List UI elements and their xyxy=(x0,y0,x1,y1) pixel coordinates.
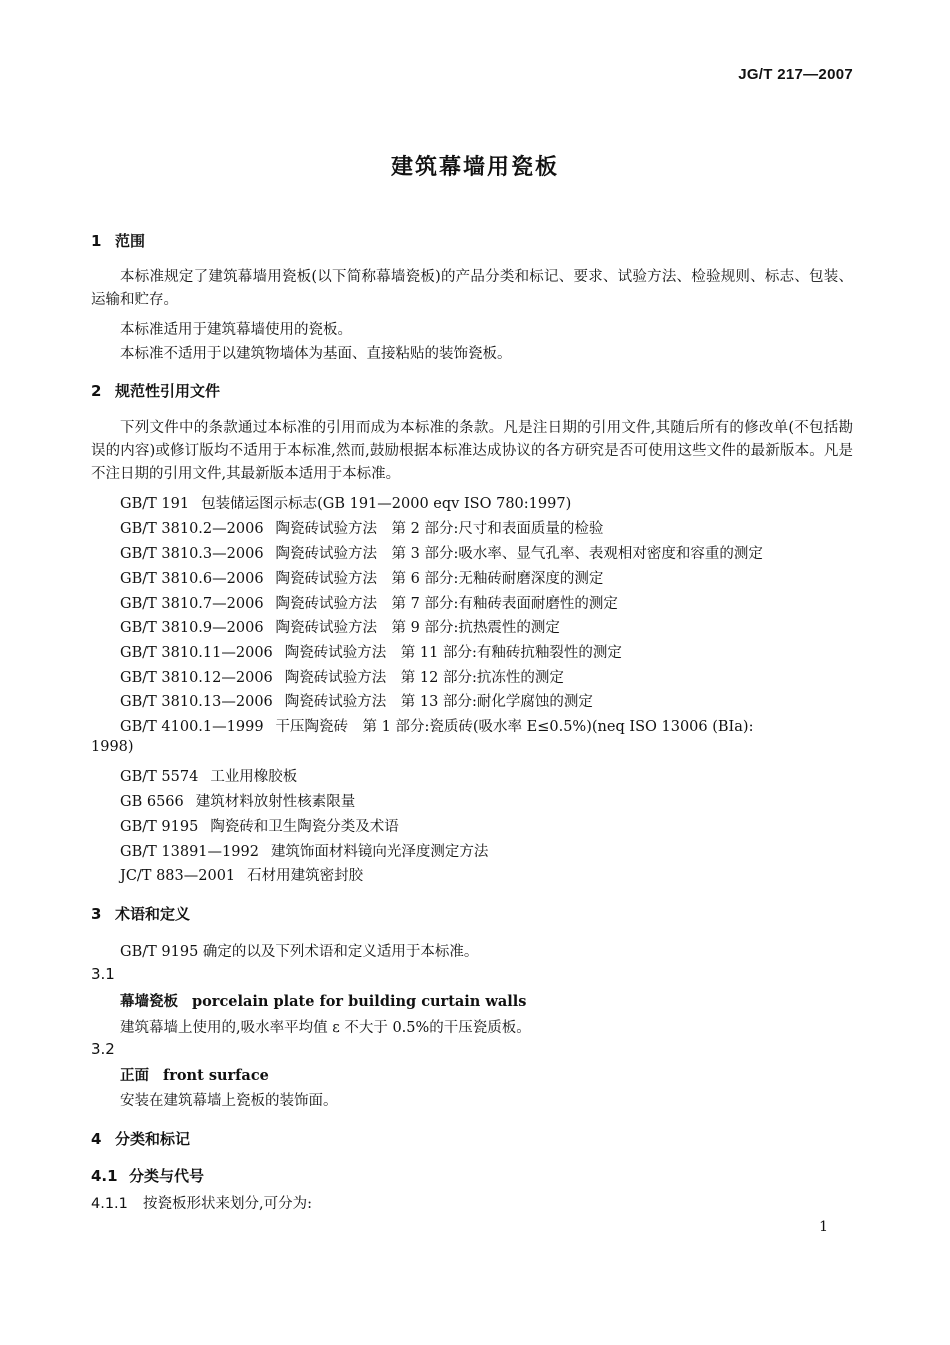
reference-code: GB/T 3810.9—2006 xyxy=(120,620,264,636)
subsection-number: 4.1 xyxy=(91,1167,118,1185)
section-4-heading xyxy=(91,1128,190,1149)
section-title: 分类和标记 xyxy=(115,1130,191,1148)
subsection-4-1-heading xyxy=(91,1165,204,1186)
reference-title: 陶瓷砖试验方法 第 2 部分:尺寸和表面质量的检验 xyxy=(275,521,604,537)
term-1-number: 3.1 xyxy=(91,965,115,983)
reference-item xyxy=(120,815,399,836)
subsection-text: 按瓷板形状来划分,可分为: xyxy=(143,1196,312,1212)
section-3-intro: GB/T 9195 确定的以及下列术语和定义适用于本标准。 xyxy=(120,944,479,960)
section-2-heading xyxy=(91,380,220,401)
page-number: 1 xyxy=(819,1219,828,1235)
term-en: front surface xyxy=(163,1067,269,1084)
reference-code: GB/T 3810.7—2006 xyxy=(120,596,264,612)
reference-title: 陶瓷砖试验方法 第 13 部分:耐化学腐蚀的测定 xyxy=(284,694,593,710)
reference-item xyxy=(120,690,593,711)
section-2-intro: 下列文件中的条款通过本标准的引用而成为本标准的条款。凡是注日期的引用文件,其随后所有的修改单(不包括勘误的内容)或修订版均不适用于本标准,然而,鼓励根据本标准达成协议的各方研究是否可使用这些文件的最新版本。凡是不注日期的引用文件,其最新版本适用于本标准。 xyxy=(91,420,853,482)
section-1-paragraph-1: 本标准规定了建筑幕墙用瓷板(以下简称幕墙瓷板)的产品分类和标记、要求、试验方法、检验规则、标志、包装、运输和贮存。 xyxy=(91,269,853,308)
reference-title: 包装储运图示标志(GB 191—2000 eqv ISO 780:1997) xyxy=(201,496,572,512)
section-title: 范围 xyxy=(115,232,146,250)
term-zh: 幕墙瓷板 xyxy=(120,994,178,1010)
section-number: 1 xyxy=(91,232,102,250)
reference-title: 建筑饰面材料镜向光泽度测定方法 xyxy=(270,844,489,860)
reference-code: GB/T 4100.1—1999 xyxy=(120,719,264,735)
reference-code: GB/T 3810.12—2006 xyxy=(120,670,273,686)
reference-title: 陶瓷砖试验方法 第 7 部分:有釉砖表面耐磨性的测定 xyxy=(275,596,618,612)
reference-item xyxy=(120,765,297,786)
term-zh: 正面 xyxy=(120,1068,149,1084)
reference-item xyxy=(120,567,603,588)
subsection-title: 分类与代号 xyxy=(129,1167,205,1185)
section-number: 4 xyxy=(91,1130,102,1148)
reference-code: GB/T 3810.13—2006 xyxy=(120,694,273,710)
reference-title: 陶瓷砖试验方法 第 9 部分:抗热震性的测定 xyxy=(275,620,560,636)
section-3-heading xyxy=(91,903,190,924)
reference-item xyxy=(120,592,618,613)
term-2-definition: 安装在建筑幕墙上瓷板的装饰面。 xyxy=(120,1093,338,1109)
term-2-title xyxy=(120,1064,269,1085)
reference-code: GB 6566 xyxy=(120,794,184,810)
reference-continuation: 1998) xyxy=(91,739,134,755)
reference-title: 工业用橡胶板 xyxy=(210,769,298,785)
section-1-paragraph-3: 本标准不适用于以建筑物墙体为基面、直接粘贴的装饰瓷板。 xyxy=(120,346,512,362)
reference-item xyxy=(120,666,564,687)
reference-title: 建筑材料放射性核素限量 xyxy=(195,794,356,810)
section-number: 3 xyxy=(91,905,102,923)
reference-item xyxy=(120,492,571,513)
reference-code: GB/T 191 xyxy=(120,496,190,512)
reference-title: 陶瓷砖试验方法 第 3 部分:吸水率、显气孔率、表观相对密度和容重的测定 xyxy=(275,546,763,562)
reference-item xyxy=(120,616,560,637)
reference-code: GB/T 3810.2—2006 xyxy=(120,521,264,537)
reference-title: 陶瓷砖试验方法 第 6 部分:无釉砖耐磨深度的测定 xyxy=(275,571,604,587)
reference-title: 石材用建筑密封胶 xyxy=(247,868,364,884)
term-1-definition: 建筑幕墙上使用的,吸水率平均值 ε 不大于 0.5%的干压瓷质板。 xyxy=(120,1020,531,1036)
reference-code: GB/T 13891—1992 xyxy=(120,844,259,860)
section-number: 2 xyxy=(91,382,102,400)
reference-item xyxy=(120,790,355,811)
reference-item xyxy=(120,542,763,563)
standard-number: JG/T 217—2007 xyxy=(738,66,853,83)
reference-title: 干压陶瓷砖 第 1 部分:瓷质砖(吸水率 E≤0.5%)(neq ISO 13006 (BIa): xyxy=(275,719,754,735)
document-title: 建筑幕墙用瓷板 xyxy=(390,155,559,180)
reference-title: 陶瓷砖和卫生陶瓷分类及术语 xyxy=(210,819,399,835)
reference-item xyxy=(120,840,488,861)
section-1-paragraph-2: 本标准适用于建筑幕墙使用的瓷板。 xyxy=(120,322,352,338)
section-title: 规范性引用文件 xyxy=(115,382,221,400)
reference-code: GB/T 9195 xyxy=(120,819,199,835)
reference-code: GB/T 5574 xyxy=(120,769,199,785)
reference-item xyxy=(120,864,363,885)
subsection-number: 4.1.1 xyxy=(91,1196,128,1212)
reference-code: JC/T 883—2001 xyxy=(120,868,236,884)
term-1-title xyxy=(120,990,526,1011)
reference-title: 陶瓷砖试验方法 第 11 部分:有釉砖抗釉裂性的测定 xyxy=(284,645,622,661)
reference-title: 陶瓷砖试验方法 第 12 部分:抗冻性的测定 xyxy=(284,670,564,686)
reference-item xyxy=(120,715,753,736)
section-1-heading xyxy=(91,230,145,251)
section-title: 术语和定义 xyxy=(115,905,191,923)
subsection-4-1-1 xyxy=(91,1192,312,1213)
term-en: porcelain plate for building curtain walls xyxy=(192,993,527,1010)
reference-item xyxy=(120,517,603,538)
reference-code: GB/T 3810.3—2006 xyxy=(120,546,264,562)
reference-code: GB/T 3810.11—2006 xyxy=(120,645,273,661)
reference-code: GB/T 3810.6—2006 xyxy=(120,571,264,587)
term-2-number: 3.2 xyxy=(91,1040,115,1058)
reference-item xyxy=(120,641,622,662)
